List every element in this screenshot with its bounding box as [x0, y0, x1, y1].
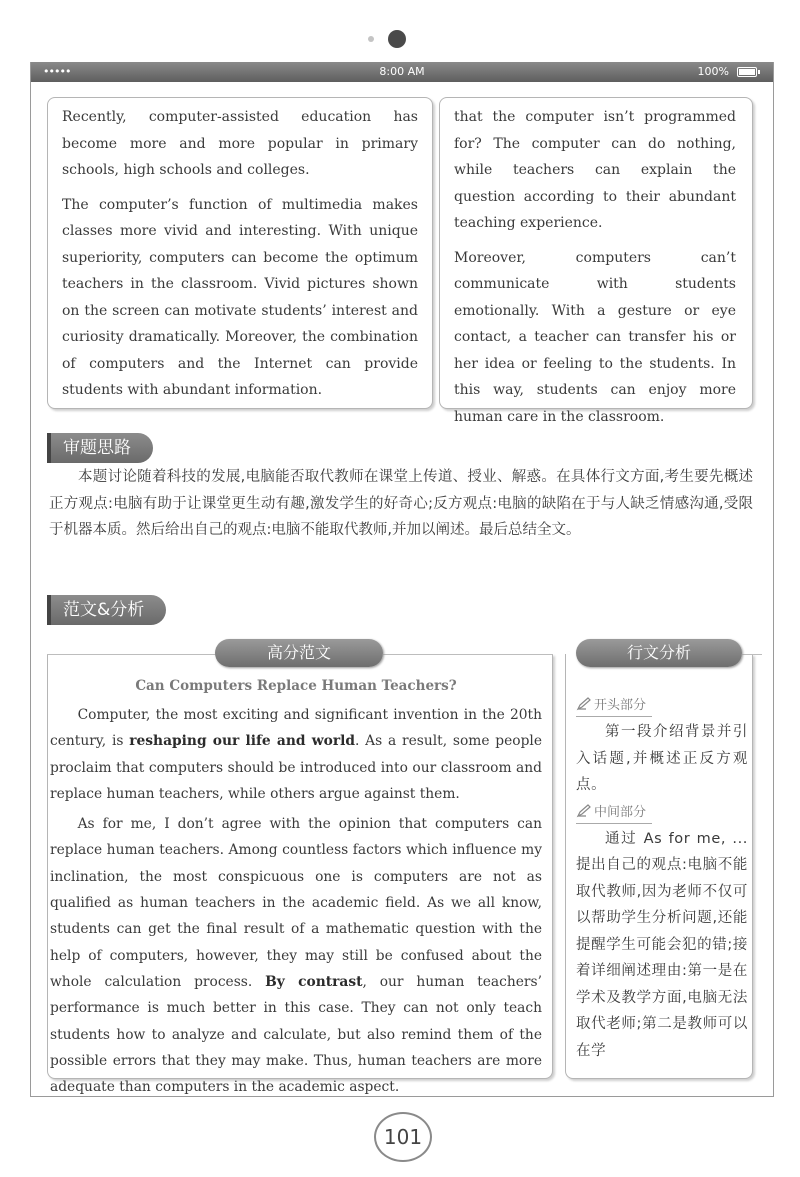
essay-box — [47, 654, 553, 1096]
signal-icon: ••••• — [43, 65, 71, 78]
battery-tip — [758, 70, 760, 74]
status-time: 8:00 AM — [379, 65, 425, 78]
page-bottom-rule — [30, 1096, 772, 1097]
analysis-section-1-text: 第一段介绍背景并引入话题,并概述正反方观点。 — [576, 724, 748, 793]
essay-label: 高分范文 — [215, 639, 383, 667]
analysis-label: 行文分析 — [576, 639, 742, 667]
pen-icon — [576, 804, 592, 818]
sample-heading: 范文&分析 — [47, 595, 166, 625]
analysis-header-rule-right — [742, 654, 762, 655]
essay-p2-start: As for me, I don’t agree with the opinion that computers can replace human teachers. Among countless factors which influence my inclination, the most conspicuous one is computers are not as qualified as human teachers in the academic field. As we all know, students can get the final result of a mathematic question with the help of computers, however, they may still be confused about the whole calculation process. — [50, 816, 542, 990]
left-text-box — [47, 97, 433, 409]
tablet-screen — [30, 62, 774, 1097]
status-bar — [31, 62, 773, 82]
essay-paragraph-2 — [50, 811, 542, 1100]
battery-percent: 100% — [697, 65, 729, 78]
sensor-dot — [368, 36, 374, 42]
essay-p2-end: , our human teachers’ performance is much better in this case. They can not only teach students how to analyze and calculate, but also remind them of the possible errors that they may make. Thus, human teachers are more adequate than computers in the academic aspect. — [50, 973, 542, 1096]
essay-header-rule-right — [383, 654, 553, 655]
camera-lens — [388, 30, 406, 48]
right-text-box — [439, 97, 753, 425]
left-paragraph-2: The computer’s function of multimedia makes classes more vivid and interesting. With unique superiority, computers can become the optimum teachers in the classroom. Vivid pictures shown on the screen can motivate students’ interest and curiosity dramatically. Moreover, the combination of computers and the Internet can provide students with abundant information. — [62, 196, 418, 398]
essay-p1-bold: reshaping our life and world — [129, 733, 355, 750]
essay-paragraph-1 — [50, 702, 542, 807]
front-camera — [368, 30, 408, 48]
essay-title: Can Computers Replace Human Teachers? — [135, 678, 457, 694]
right-paragraph-1: that the computer isn’t programmed for? The computer can do nothing, while teachers can explain the question according to their abundant teaching experience. — [454, 109, 736, 231]
essay-p1-end: . As a result, some people proclaim that computers should be introduced into our classroom and replace human teachers, while others argue against them. — [50, 733, 543, 802]
essay-p2-bold: By contrast — [265, 973, 363, 990]
section-1-label: 开头部分 — [594, 698, 647, 713]
battery-icon — [737, 67, 757, 77]
pen-icon — [576, 697, 592, 711]
analysis-section-1-heading — [576, 696, 652, 717]
essay-p1-start: Computer, the most exciting and significant invention in the 20th century, is — [50, 707, 542, 750]
left-paragraph-1: Recently, computer-assisted education has become more and more popular in primary schools, high schools and colleges. — [62, 109, 418, 178]
section-2-label: 中间部分 — [594, 804, 647, 820]
analysis-section-2-text: 通过 As for me, ... 提出自己的观点:电脑不能取代教师,因为老师不仅可以帮助学生分析问题,还能提醒学生可能会犯的错;接着详细阐述理由:第一是在学术及教学方面,电脑无法取代老师;第二是教师可以在学 — [576, 830, 748, 1059]
essay-header-rule-left — [47, 654, 217, 655]
review-text: 本题讨论随着科技的发展,电脑能否取代教师在课堂上传道、授业、解惑。在具体行文方面,考生要先概述正方观点:电脑有助于让课堂更生动有趣,激发学生的好奇心;反方观点:电脑的缺陷在于与人缺乏情感沟通,受限于机器本质。然后给出自己的观点:电脑不能取代教师,并加以阐述。最后总结全文。 — [49, 469, 753, 538]
analysis-box — [565, 654, 753, 1079]
right-paragraph-2: Moreover, computers can’t communicate with students emotionally. With a gesture or eye contact, a teacher can transfer his or her idea or feeling to the students. In this way, students can enjoy more human care in the classroom. — [454, 249, 736, 425]
analysis-section-2-heading — [576, 803, 652, 824]
page-number: 101 — [374, 1112, 432, 1162]
review-heading: 审题思路 — [47, 433, 153, 463]
